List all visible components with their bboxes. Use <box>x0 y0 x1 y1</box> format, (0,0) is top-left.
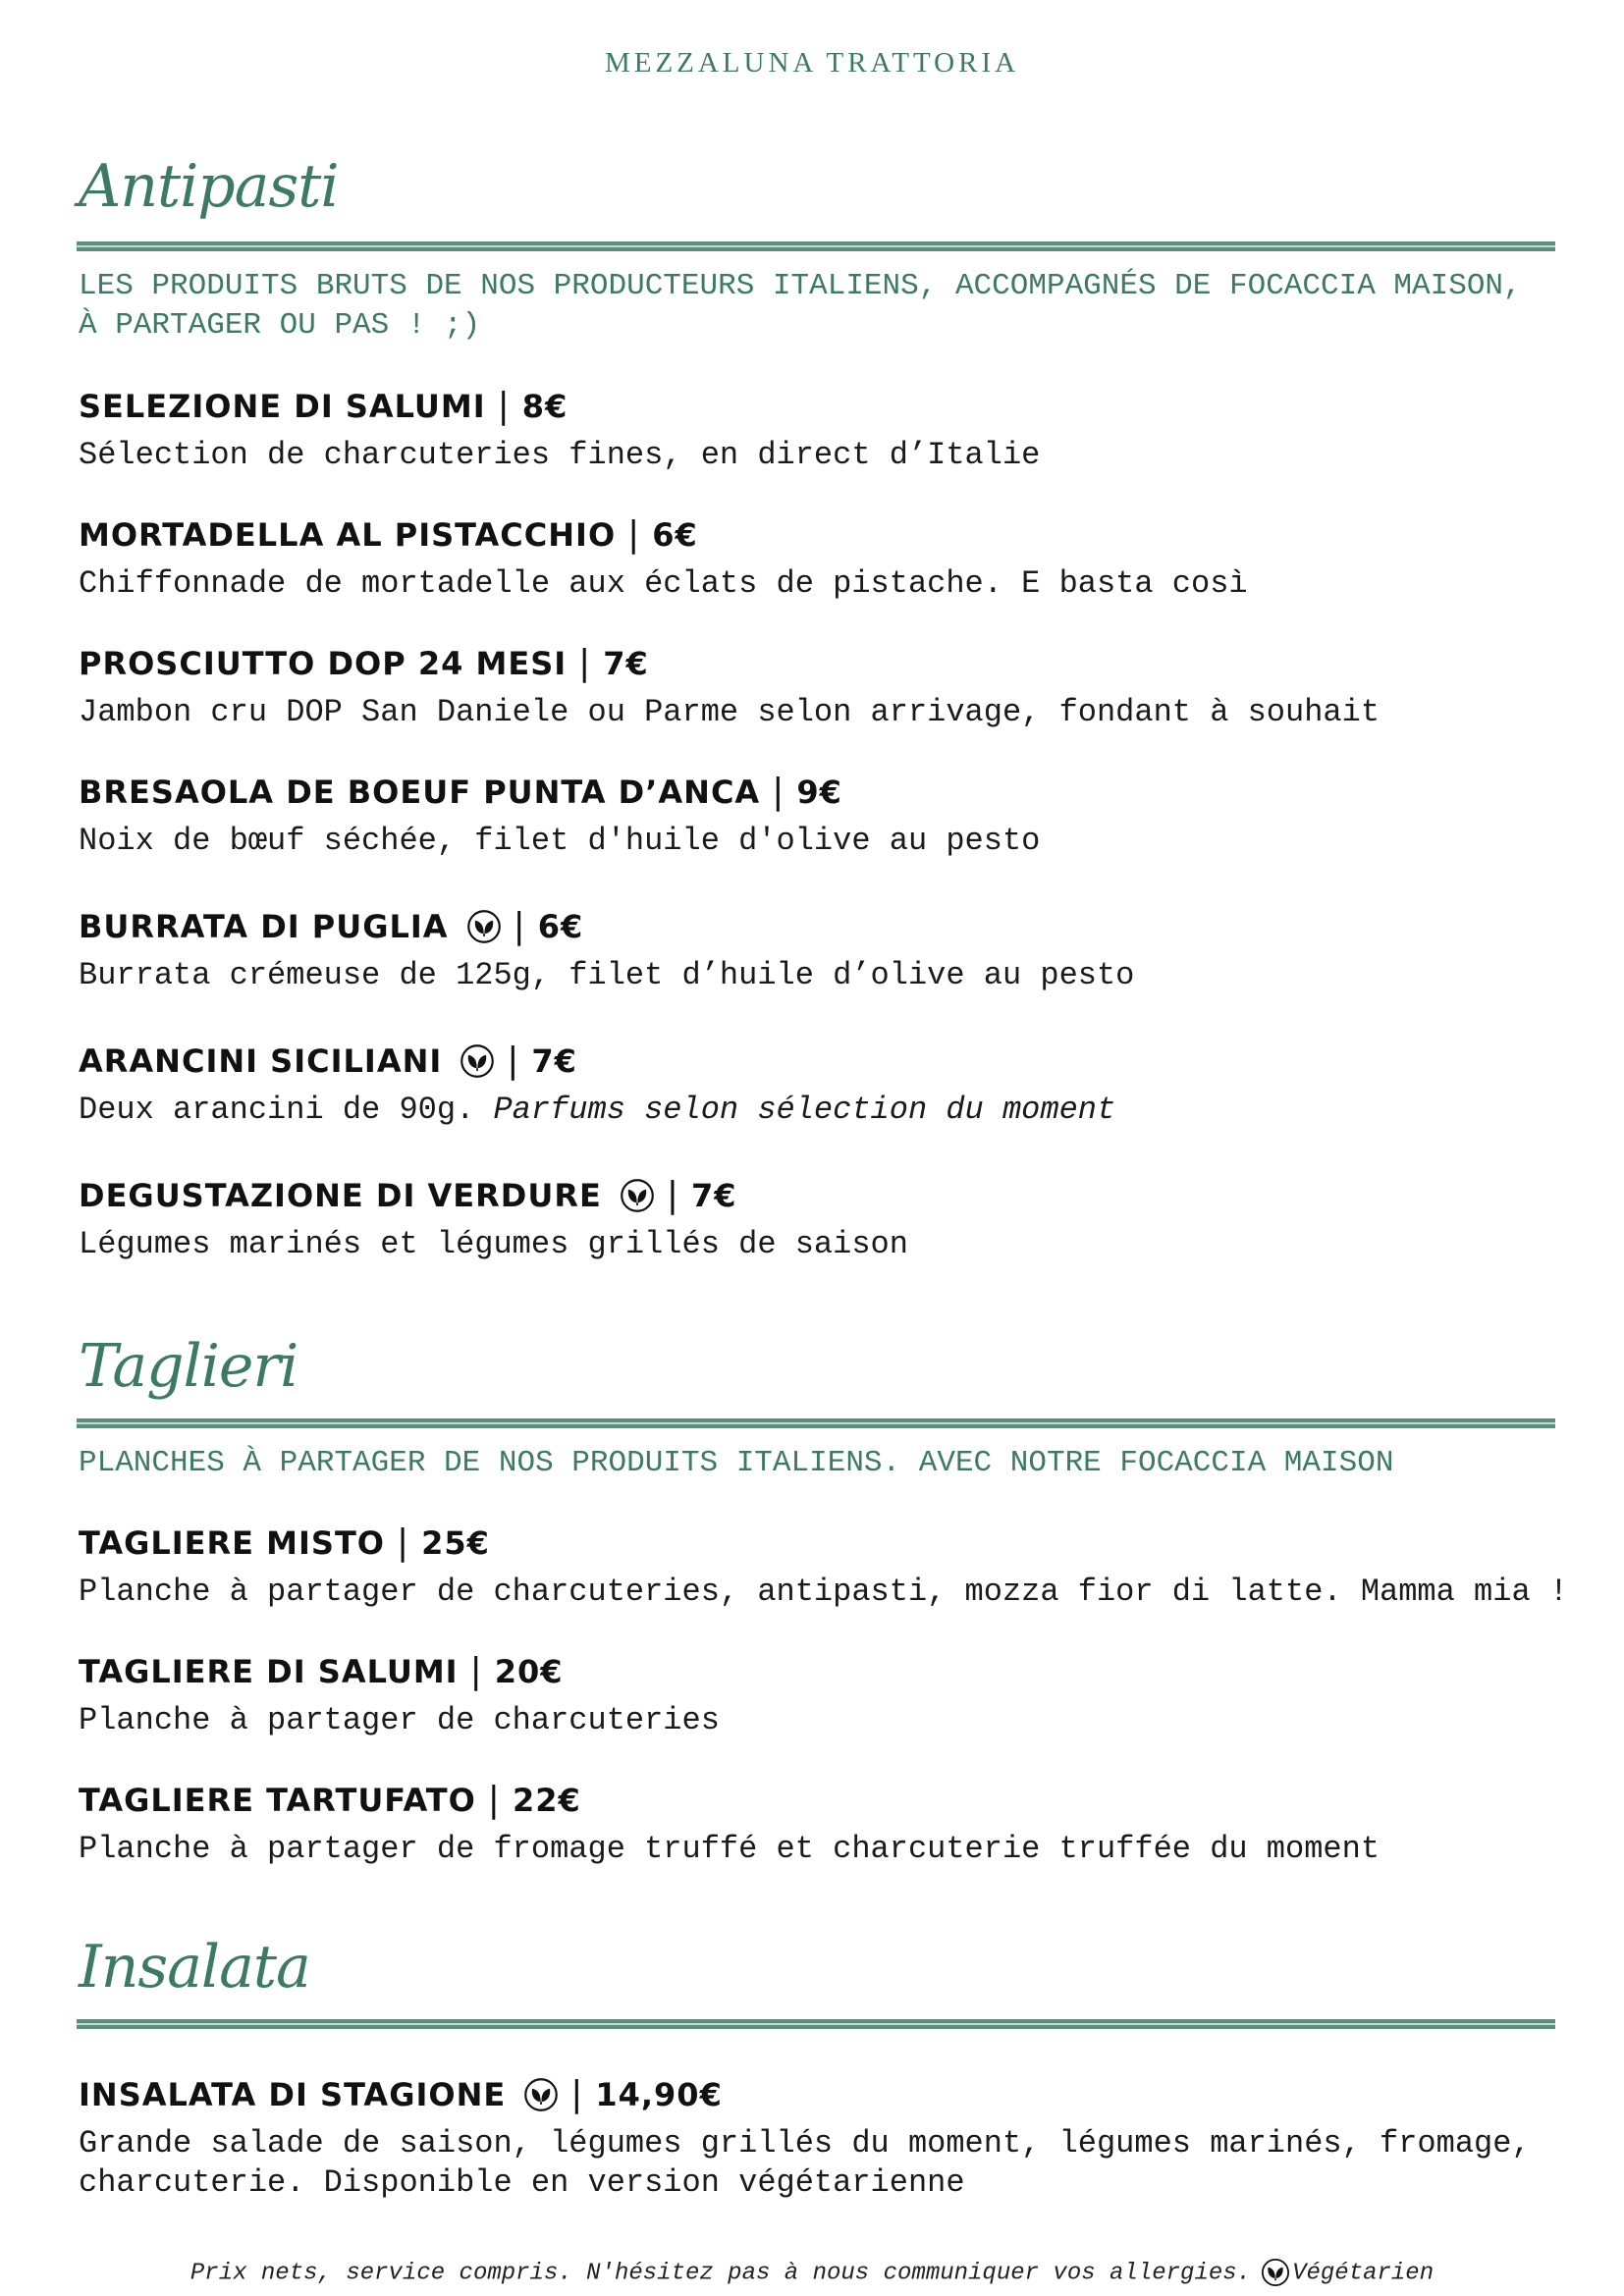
menu-item <box>79 773 1571 861</box>
item-price: 20€ <box>494 1653 564 1690</box>
vegetarian-leaf-icon <box>1261 2258 1290 2287</box>
item-price: 6€ <box>537 908 584 945</box>
item-name: PROSCIUTTO DOP 24 MESI <box>79 645 568 682</box>
menu-item <box>79 2075 1571 2203</box>
vegetarian-leaf-icon <box>466 909 502 944</box>
vegetarian-leaf-icon <box>460 1043 495 1079</box>
item-title: TAGLIERE MISTO | 25€ <box>79 1522 490 1563</box>
item-name: TAGLIERE MISTO <box>79 1524 385 1562</box>
item-description: Planche à partager de charcuteries, antipasti, mozza fior di latte. Mamma mia ! <box>79 1574 1569 1610</box>
item-description: Jambon cru DOP San Daniele ou Parme selon arrivage, fondant à souhait <box>79 694 1380 730</box>
item-title: DEGUSTAZIONE DI VERDURE | 7€ <box>79 1175 737 1215</box>
item-price: 7€ <box>690 1177 737 1214</box>
item-name: BURRATA DI PUGLIA <box>79 908 449 945</box>
footer-note <box>0 2258 1624 2287</box>
item-description: Burrata crémeuse de 125g, filet d’huile d’olive au pesto <box>79 957 1135 993</box>
item-title: TAGLIERE DI SALUMI | 20€ <box>79 1651 564 1691</box>
section-title-antipasti: Antipasti <box>79 152 339 221</box>
item-description: Chiffonnade de mortadelle aux éclats de pistache. E basta così <box>79 565 1248 602</box>
item-title: TAGLIERE TARTUFATO | 22€ <box>79 1780 581 1820</box>
item-title: ARANCINI SICILIANI | 7€ <box>79 1041 577 1081</box>
item-price: 14,90€ <box>595 2076 723 2113</box>
footer-veg-label: Végétarien <box>1292 2260 1435 2287</box>
item-description <box>79 1091 1571 1130</box>
footer-text: Prix nets, service compris. N'hésitez pas à nous communiquer vos allergies. <box>189 2260 1252 2287</box>
menu-item <box>79 1781 1571 1869</box>
item-description-main: Deux arancini de 90g. <box>79 1092 475 1128</box>
menu-item <box>79 1041 1571 1130</box>
item-name: SELEZIONE DI SALUMI <box>79 388 486 425</box>
item-description: Planche à partager de charcuteries <box>79 1702 720 1738</box>
section-divider <box>77 241 1555 251</box>
item-title: BRESAOLA DE BOEUF PUNTA D’ANCA | 9€ <box>79 772 842 812</box>
item-description-italic: Parfums selon sélection du moment <box>493 1092 1116 1128</box>
restaurant-name: MEZZALUNA TRATTORIA <box>604 47 1020 79</box>
menu-item <box>79 1176 1571 1264</box>
section-intro-antipasti: LES PRODUITS BRUTS DE NOS PRODUCTEURS ITALIENS, ACCOMPAGNÉS DE FOCACCIA MAISON, À PARTAGER OU PAS ! ;) <box>79 269 1522 343</box>
item-title: MORTADELLA AL PISTACCHIO | 6€ <box>79 514 698 555</box>
vegetarian-leaf-icon <box>523 2077 559 2112</box>
section-divider <box>77 2019 1555 2029</box>
item-name: ARANCINI SICILIANI <box>79 1042 443 1080</box>
section-title-taglieri: Taglieri <box>79 1332 298 1401</box>
item-description: Légumes marinés et légumes grillés de saison <box>79 1226 908 1262</box>
item-title: PROSCIUTTO DOP 24 MESI | 7€ <box>79 643 649 683</box>
item-title: BURRATA DI PUGLIA | 6€ <box>79 906 584 946</box>
item-description: Sélection de charcuteries fines, en direct d’Italie <box>79 437 1041 473</box>
item-price: 7€ <box>531 1042 577 1080</box>
item-name: MORTADELLA AL PISTACCHIO <box>79 516 617 554</box>
section-intro-taglieri: PLANCHES À PARTAGER DE NOS PRODUITS ITALIENS. AVEC NOTRE FOCACCIA MAISON <box>79 1446 1394 1480</box>
item-price: 8€ <box>521 388 568 425</box>
item-name: TAGLIERE DI SALUMI <box>79 1653 459 1690</box>
menu-item <box>79 515 1571 604</box>
item-description: Noix de bœuf séchée, filet d'huile d'olive au pesto <box>79 823 1041 859</box>
item-description: Grande salade de saison, légumes grillés du moment, légumes marinés, fromage, charcuterie. Disponible en version végétarienne <box>79 2125 1531 2201</box>
vegetarian-leaf-icon <box>620 1178 655 1213</box>
item-price: 7€ <box>603 645 649 682</box>
section-title-insalata: Insalata <box>79 1933 310 2002</box>
menu-item <box>79 907 1571 995</box>
menu-item <box>79 1652 1571 1740</box>
menu-item <box>79 1523 1571 1612</box>
item-name: BRESAOLA DE BOEUF PUNTA D’ANCA <box>79 774 761 811</box>
item-price: 9€ <box>796 774 842 811</box>
item-name: DEGUSTAZIONE DI VERDURE <box>79 1177 602 1214</box>
section-divider <box>77 1418 1555 1428</box>
item-title: SELEZIONE DI SALUMI | 8€ <box>79 386 568 426</box>
item-price: 25€ <box>421 1524 490 1562</box>
menu-item <box>79 644 1571 732</box>
item-price: 6€ <box>652 516 698 554</box>
item-name: TAGLIERE TARTUFATO <box>79 1782 476 1819</box>
item-title: INSALATA DI STAGIONE | 14,90€ <box>79 2074 723 2114</box>
item-price: 22€ <box>512 1782 581 1819</box>
menu-item <box>79 387 1571 475</box>
item-description: Planche à partager de fromage truffé et charcuterie truffée du moment <box>79 1831 1380 1867</box>
item-name: INSALATA DI STAGIONE <box>79 2076 507 2113</box>
